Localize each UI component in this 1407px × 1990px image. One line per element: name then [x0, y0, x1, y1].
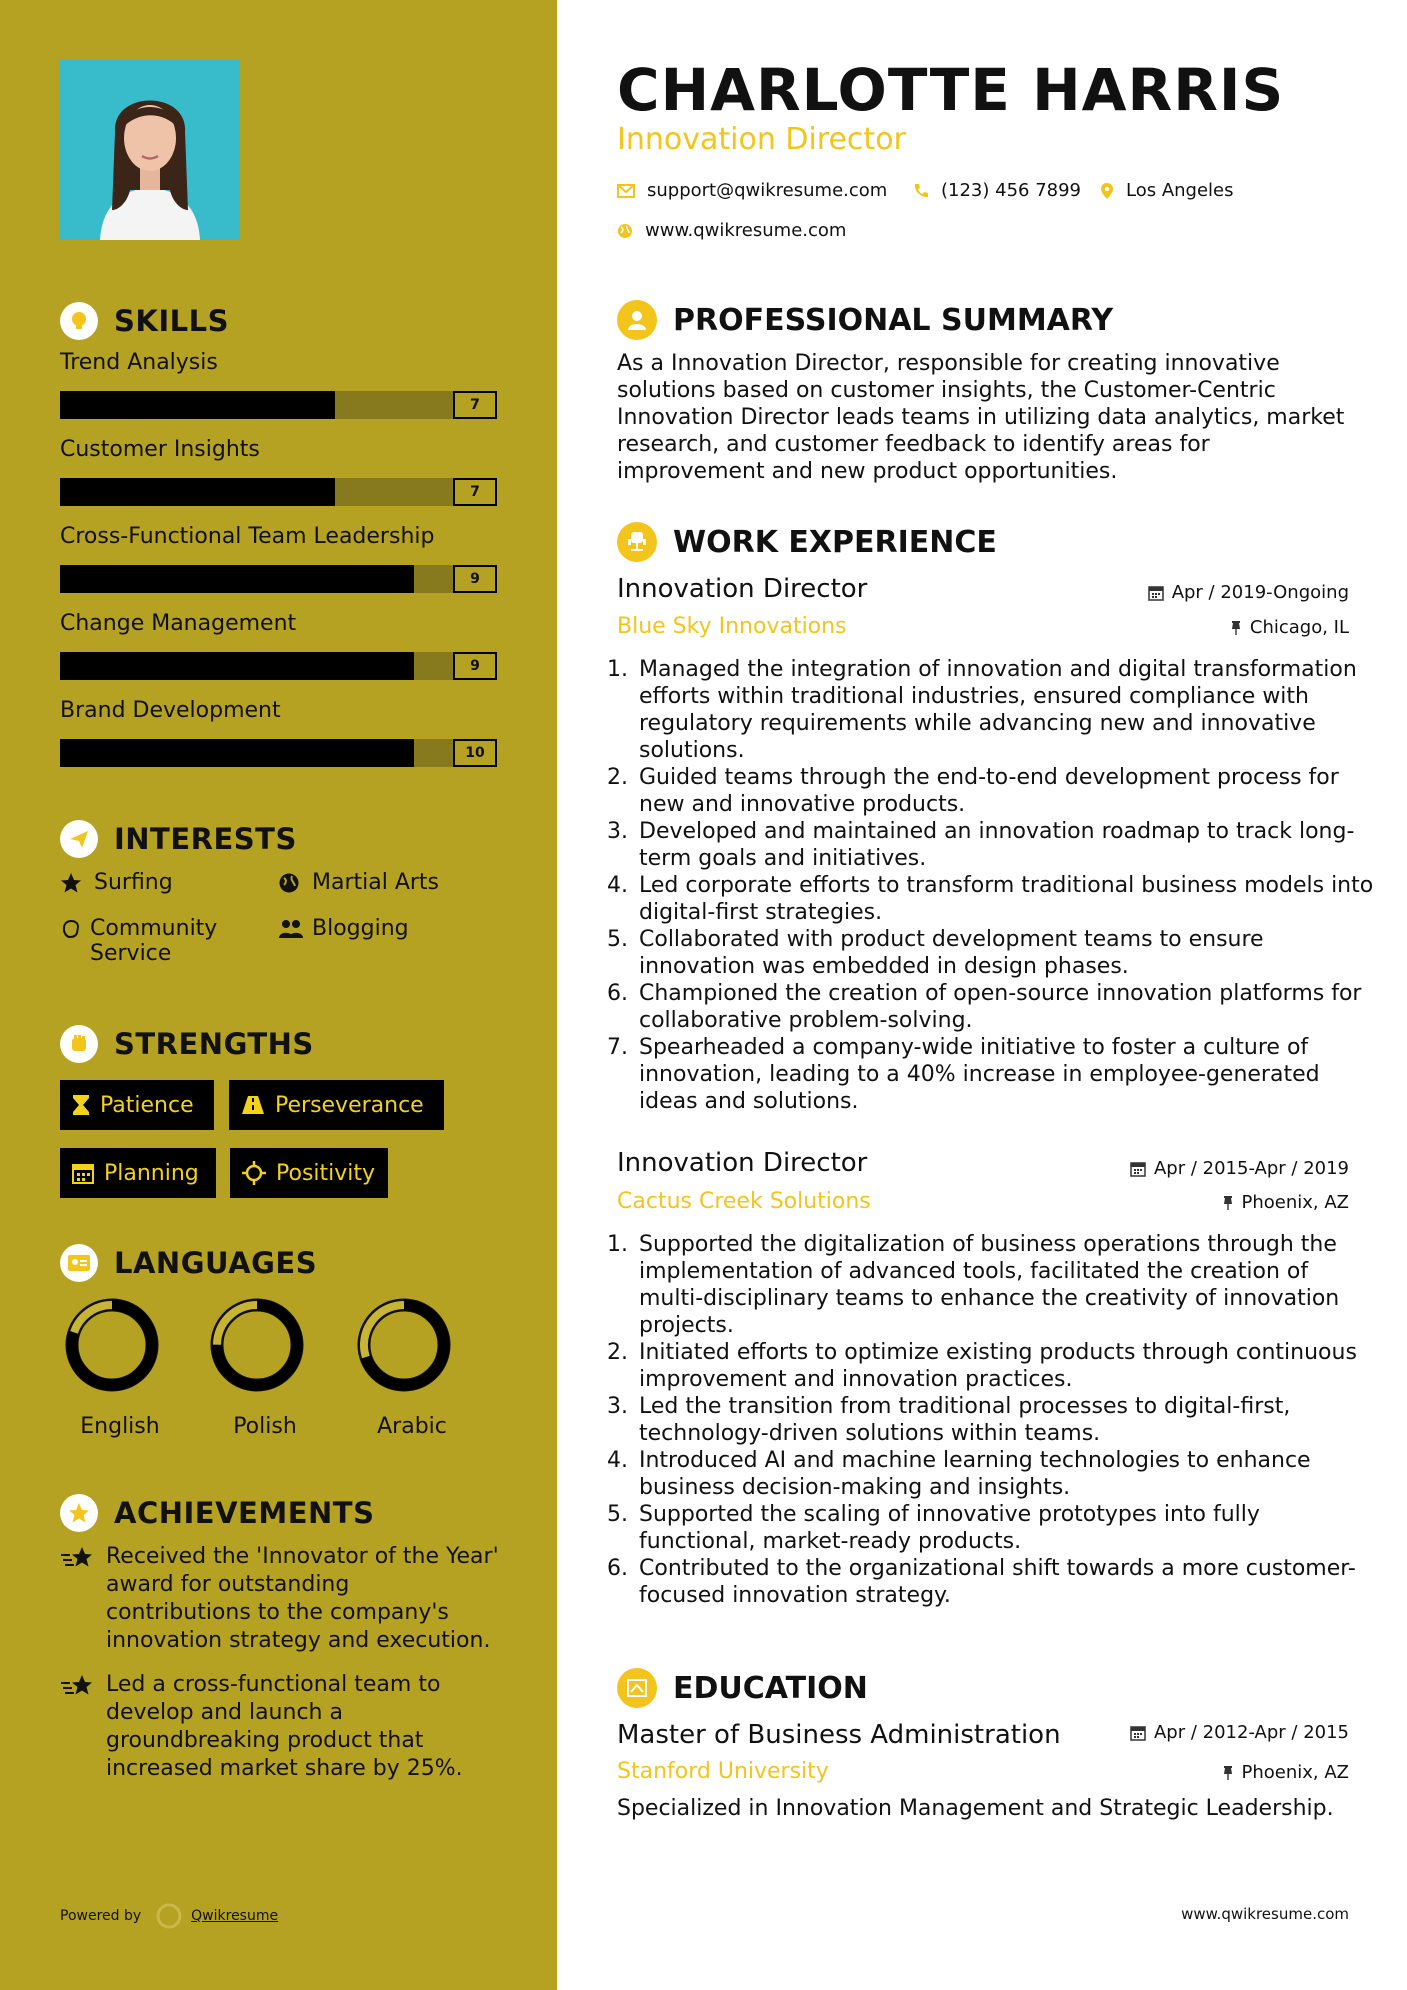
- interest-label: Blogging: [312, 916, 409, 941]
- calendar-icon: [72, 1162, 94, 1184]
- graduation-icon: [617, 1668, 657, 1708]
- achievement-text: Received the 'Innovator of the Year' award for outstanding contributions to the company's innovation strategy and execution.: [106, 1544, 499, 1653]
- envelope-icon: [617, 184, 635, 198]
- phone-icon: [913, 183, 929, 199]
- languages-title: LANGUAGES: [114, 1246, 318, 1280]
- job-dates-text: Apr / 2015-Apr / 2019: [1153, 1158, 1349, 1179]
- responsibility-item: 3. Developed and maintained an innovation roadmap to track long-term goals and initiatives.: [635, 818, 1375, 872]
- work-heading: [617, 522, 997, 562]
- skill-name: Change Management: [60, 611, 297, 636]
- language-name: English: [80, 1414, 160, 1439]
- job-location: [1222, 1192, 1350, 1213]
- website-text: www.qwikresume.com: [645, 220, 847, 241]
- responsibility-item: 2. Guided teams through the end-to-end development process for new and innovative products.: [635, 764, 1375, 818]
- education-title: EDUCATION: [673, 1670, 868, 1706]
- achievement-item: [60, 1543, 500, 1655]
- interests-heading: [60, 820, 297, 858]
- job-dates-text: Apr / 2019-Ongoing: [1171, 582, 1349, 603]
- lightbulb-icon: [60, 302, 98, 340]
- strength-badge: [230, 1148, 388, 1198]
- email-text: support@qwikresume.com: [647, 180, 888, 201]
- job-responsibilities: [617, 656, 1375, 1115]
- company-name: Blue Sky Innovations: [617, 614, 847, 639]
- job-location-text: Phoenix, AZ: [1241, 1192, 1349, 1213]
- user-icon: [617, 300, 657, 340]
- sun-icon: [242, 1161, 266, 1185]
- phone-text: (123) 456 7899: [941, 180, 1082, 201]
- strength-badge: [60, 1148, 216, 1198]
- paper-plane-icon: [60, 820, 98, 858]
- location-text: Los Angeles: [1126, 180, 1234, 201]
- contact-email[interactable]: [617, 180, 887, 201]
- achievement-text: Led a cross-functional team to develop and launch a groundbreaking product that increased market share by 25%.: [106, 1672, 463, 1781]
- responsibility-item: 3. Led the transition from traditional processes to digital-first, technology-driven solutions within teams.: [635, 1393, 1375, 1447]
- pushpin-icon: [1222, 1195, 1234, 1211]
- profile-photo: [60, 60, 240, 240]
- skill-name: Brand Development: [60, 698, 281, 723]
- job-responsibilities: [617, 1231, 1375, 1609]
- interest-label: Martial Arts: [312, 870, 440, 895]
- strengths-title: STRENGTHS: [114, 1027, 314, 1061]
- road-icon: [241, 1095, 265, 1115]
- skill-level-badge: 10: [453, 739, 497, 767]
- powered-by-label: Powered by: [60, 1908, 142, 1924]
- interest-item: [278, 870, 439, 900]
- interest-item: [60, 870, 173, 900]
- school-name: Stanford University: [617, 1759, 829, 1784]
- star-icon: [60, 872, 86, 900]
- interest-item: [278, 916, 409, 946]
- calendar-icon: [1130, 1725, 1146, 1741]
- contact-website[interactable]: [617, 220, 846, 241]
- shooting-star-icon: [60, 1673, 96, 1783]
- users-icon: [278, 918, 304, 946]
- education-location: [1222, 1762, 1350, 1783]
- pushpin-icon: [1230, 620, 1242, 636]
- skill-level-badge: 9: [453, 565, 497, 593]
- qwikresume-link[interactable]: Qwikresume: [191, 1908, 279, 1924]
- skill-name: Trend Analysis: [60, 350, 218, 375]
- skill-level-badge: 9: [453, 652, 497, 680]
- contact-phone[interactable]: [913, 180, 1081, 201]
- contact-location: [1100, 180, 1234, 201]
- hourglass-icon: [72, 1094, 90, 1116]
- education-dates-text: Apr / 2012-Apr / 2015: [1153, 1722, 1349, 1743]
- strength-badge: [229, 1080, 444, 1130]
- responsibility-item: 7. Spearheaded a company-wide initiative to foster a culture of innovation, leading to a 40% increase in employee-generated ideas and solutions.: [635, 1034, 1375, 1115]
- achievements-heading: [60, 1494, 374, 1532]
- education-location-text: Phoenix, AZ: [1241, 1762, 1349, 1783]
- skill-bar: [60, 391, 497, 419]
- skill-name: Cross-Functional Team Leadership: [60, 524, 435, 549]
- responsibility-item: 6. Contributed to the organizational shift towards a more customer-focused innovation strategy.: [635, 1555, 1375, 1609]
- summary-title: PROFESSIONAL SUMMARY: [673, 302, 1114, 338]
- responsibility-item: 6. Championed the creation of open-source innovation platforms for collaborative problem-solving.: [635, 980, 1375, 1034]
- pushpin-icon: [1222, 1765, 1234, 1781]
- skills-title: SKILLS: [114, 304, 229, 338]
- globe-icon: [278, 872, 304, 900]
- skill-bar-fill: [60, 652, 414, 680]
- skill-bar-fill: [60, 391, 335, 419]
- strength-label: Positivity: [276, 1160, 376, 1186]
- candidate-name: CHARLOTTE HARRIS: [617, 56, 1285, 124]
- powered-by: [60, 1902, 278, 1930]
- skill-bar: [60, 478, 497, 506]
- globe-icon: [617, 223, 633, 239]
- responsibility-item: 2. Initiated efforts to optimize existing products through continuous improvement and innovation practices.: [635, 1339, 1375, 1393]
- footer-website[interactable]: www.qwikresume.com: [1181, 1905, 1349, 1923]
- responsibility-item: 5. Collaborated with product development teams to ensure innovation was embedded in design phases.: [635, 926, 1375, 980]
- language-rings: [0, 1290, 557, 1400]
- skill-bar: [60, 739, 497, 767]
- interest-label: Community Service: [90, 916, 218, 966]
- language-name: Polish: [233, 1414, 297, 1439]
- job-title: Innovation Director: [617, 1148, 868, 1178]
- strength-label: Patience: [100, 1092, 194, 1118]
- strength-label: Perseverance: [275, 1092, 424, 1118]
- fist-icon: [60, 1025, 98, 1063]
- qwikresume-logo-icon: [155, 1902, 183, 1930]
- summary-text: As a Innovation Director, responsible for creating innovative solutions based on customer insights, the Customer-Centric Innovation Director leads teams in utilizing data analytics, market research, and customer feedback to identify areas for improvement and new product opportunities.: [617, 351, 1345, 484]
- achievements-title: ACHIEVEMENTS: [114, 1496, 375, 1530]
- skill-bar-fill: [60, 739, 414, 767]
- responsibility-item: 1. Supported the digitalization of business operations through the implementation of advanced tools, facilitated the creation of multi-disciplinary teams to enhance the creativity of innovation projects.: [635, 1231, 1375, 1339]
- skill-level-badge: 7: [453, 478, 497, 506]
- skill-bar-fill: [60, 565, 414, 593]
- education-heading: [617, 1668, 868, 1708]
- job-dates: [1148, 582, 1349, 603]
- interest-item: [60, 916, 260, 966]
- strengths-heading: [60, 1025, 314, 1063]
- languages-heading: [60, 1244, 317, 1282]
- strength-label: Planning: [104, 1160, 199, 1186]
- achievement-item: [60, 1671, 500, 1783]
- office-chair-icon: [617, 522, 657, 562]
- skill-bar-fill: [60, 478, 335, 506]
- skill-bar: [60, 565, 497, 593]
- responsibility-item: 5. Supported the scaling of innovative prototypes into fully functional, market-ready products.: [635, 1501, 1375, 1555]
- interest-label: Surfing: [94, 870, 173, 895]
- interests-title: INTERESTS: [114, 822, 297, 856]
- calendar-icon: [1130, 1161, 1146, 1177]
- id-card-icon: [60, 1244, 98, 1282]
- summary-heading: [617, 300, 1113, 340]
- job-title: Innovation Director: [617, 574, 868, 604]
- job-dates: [1130, 1158, 1349, 1179]
- hand-icon: [60, 918, 82, 946]
- calendar-icon: [1148, 585, 1164, 601]
- skill-name: Customer Insights: [60, 437, 260, 462]
- education-description: Specialized in Innovation Management and Strategic Leadership.: [617, 1796, 1334, 1821]
- job-location-text: Chicago, IL: [1249, 617, 1349, 638]
- map-pin-icon: [1100, 182, 1114, 200]
- responsibility-item: 4. Introduced AI and machine learning technologies to enhance business decision-making and insights.: [635, 1447, 1375, 1501]
- medal-star-icon: [60, 1494, 98, 1532]
- degree-title: Master of Business Administration: [617, 1720, 1061, 1750]
- strength-badge: [60, 1080, 214, 1130]
- company-name: Cactus Creek Solutions: [617, 1189, 871, 1214]
- work-title: WORK EXPERIENCE: [673, 524, 997, 560]
- skill-level-badge: 7: [453, 391, 497, 419]
- shooting-star-icon: [60, 1545, 96, 1655]
- skill-bar: [60, 652, 497, 680]
- skills-heading: [60, 302, 229, 340]
- job-location: [1230, 617, 1349, 638]
- responsibility-item: 1. Managed the integration of innovation and digital transformation efforts within traditional industries, ensured compliance with regulatory requirements while advancing new and innovative solutions.: [635, 656, 1375, 764]
- language-name: Arabic: [377, 1414, 447, 1439]
- responsibility-item: 4. Led corporate efforts to transform traditional business models into digital-first strategies.: [635, 872, 1375, 926]
- candidate-role: Innovation Director: [617, 122, 906, 157]
- education-dates: [1130, 1722, 1349, 1743]
